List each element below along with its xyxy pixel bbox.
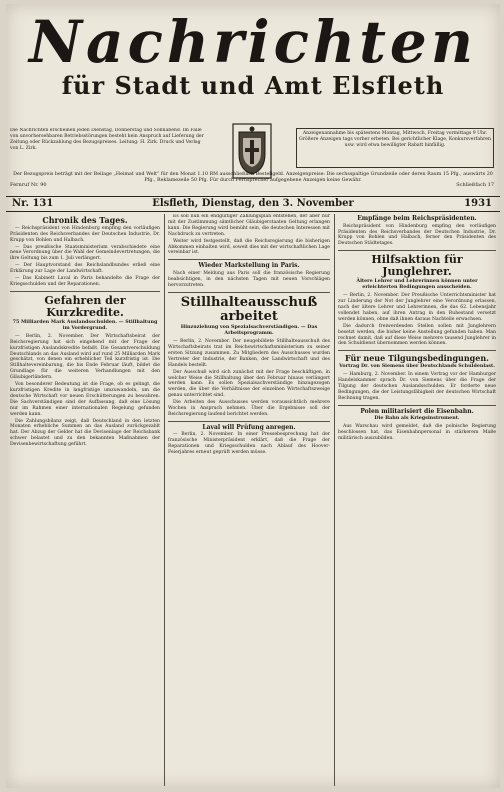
column-2 — [168, 214, 330, 786]
masthead — [6, 10, 500, 100]
paragraph: Weiter wird festgestellt, daß die Reichsregierung die bisherigen Abkommen einhalten wird, soweit dies mit der wirtschaftlichen Lage vereinbar ist. — [168, 238, 330, 256]
paragraph: Aus Warschau wird gemeldet, daß die polnische Regierung beschlossen hat, das Eisenbahnpersonal in stärkerem Maße militärisch auszubilden. — [338, 424, 496, 441]
paragraph: — Berlin, 2. November. In einer Pressebesprechung hat der französische Ministerpräsident erklärt, daß die Frage der Reparationen und Kriegsschulden nach Ablauf des Hoover-Feierjahres erneut geprüft werden müsse. — [168, 432, 330, 456]
paragraph: Die Zahlungsbilanz zeigt, daß Deutschland in den letzten Monaten erhebliche Summen an das Ausland zurückgezahlt hat. Der Abzug der Gelder hat die Devisenlage der Reichsbank schwer belastet und zu den bekannten Maßnahmen der Devisenbewirtschaftung geführt. — [10, 418, 160, 448]
divider — [338, 250, 496, 251]
section-heading: Chronik des Tages. — [42, 215, 128, 225]
article-subheading: Ältere Lehrer und Lehrerinnen können unter erleichterten Bedingungen ausscheiden. — [356, 278, 478, 291]
divider — [10, 291, 160, 292]
article-subheading: Vortrag Dr. von Siemens über Deutschlands Schuldenlast. — [339, 363, 495, 370]
article-subheading: 75 Milliarden Mark Auslandsschulden. — Stillhaltung im Vordergrund. — [12, 319, 158, 331]
article-headline: Stillhalteausschuß arbeitet — [180, 294, 318, 324]
newspaper-subtitle: für Stadt und Amt Elsfleth — [61, 71, 445, 100]
paragraph: — Berlin, 2. November. Der Wirtschaftsbeirat der Reichsregierung hat sich eingehend mit der Frage der kurzfristigen Auslandskredite befaßt. Die Gesamtverschuldung Deutschlands an das Ausland wird auf rund 25 Milliarden Mark geschätzt, von denen ein erheblicher Teil kurzfristig ist. Die Stillhaltevereinbarung, die bis Ende Februar läuft, bildet die Grundlage für die weiteren Verhandlungen mit den Gläubigerländern. — [10, 333, 160, 381]
paragraph: Die Arbeiten des Ausschusses werden voraussichtlich mehrere Wochen in Anspruch nehmen. Über die Ergebnisse soll der Reichsregierung laufend berichtet werden. — [168, 400, 330, 417]
paragraph: Es soll nun ein endgültiger Zahlungsplan entstehen, der aber nur mit der Zustimmung sämtlicher Gläubigerstaaten Geltung erlangen kann. Die Regierung wird bemüht sein, die deutschen Interessen mit Nachdruck zu vertreten. — [168, 214, 330, 237]
paragraph: Nach einer Meldung aus Paris soll die französische Regierung beabsichtigen, in den nächsten Tagen mit neuen Vorschlägen hervorzutreten. — [168, 270, 330, 288]
issue-date: Elsfleth, Dienstag, den 3. November — [152, 198, 354, 209]
article-headline: Wieder Markstellung in Paris. — [198, 262, 300, 270]
paragraph: — Berlin, 2. November. Der neugebildete Stillhalteausschuß des Wirtschaftsbeirats trat im Reichswirtschaftsministerium zu seiner ersten Sitzung zusammen. Zu Mitgliedern des Ausschusses wurden Vertreter der Industrie, der Banken, der Landwirtschaft und des Handels bestellt. — [168, 339, 330, 368]
column-1 — [10, 214, 160, 786]
article-headline: Gefahren der Kurzkredite. — [44, 293, 126, 319]
article-headline: Laval will Prüfung anregen. — [202, 423, 296, 431]
divider — [168, 292, 330, 293]
article-headline: Polen militarisiert die Eisenbahn. — [360, 407, 474, 415]
paragraph: Reichspräsident von Hindenburg empfing den vorläufigen Präsidenten des Reichsverbandes der Deutschen Industrie, Dr. Krupp von Bohlen und Halbach, ferner den Präsidenten des Deutschen Städtetages. — [338, 223, 496, 247]
article-headline: Für neue Tilgungsbedingungen. — [345, 353, 489, 364]
paragraph: — Hamburg, 2. November. In einem Vortrag vor der Hamburger Handelskammer sprach Dr. von Siemens über die Frage der Tilgung der deutschen Auslandsschulden. Er forderte neue Bedingungen, die der Leistungsfähigkeit der deutschen Wirtschaft Rechnung tragen. — [338, 372, 496, 401]
divider — [168, 259, 330, 260]
dateline-bar — [6, 196, 500, 212]
article-headline: Empfänge beim Reichspräsidenten. — [357, 215, 477, 222]
publication-info: Die Nachrichten erscheinen jeden Dienstag, Donnerstag und Sonnabend. Im Falle von unvorhersehbaren Betriebsstörungen besteht kein Anspruch auf Lieferung der Zeitung oder Rückzahlung des Bezugspreises. Leitung: H. Zirk. Druck und Verlag von L. Zirk. — [10, 128, 204, 151]
issue-year: 1931 — [464, 198, 492, 209]
phone-number: Fernruf Nr. 90 — [10, 182, 47, 188]
column-rule — [164, 214, 165, 786]
divider — [338, 405, 496, 406]
column-rule — [334, 214, 335, 786]
column-3 — [338, 214, 496, 786]
paragraph: — Der Hauptvorstand des Reichslandbundes erließ eine Erklärung zur Lage der Landwirtschaft. — [10, 263, 160, 275]
paragraph: Von besonderer Bedeutung ist die Frage, ob es gelingt, die kurzfristigen Kredite in langfristige umzuwandeln, um die deutsche Wirtschaft vor neuen Erschütterungen zu bewahren. Die Sachverständigen sind der Auffassung, daß eine Lösung nur im Rahmen einer internationalen Regelung gefunden werden kann. — [10, 382, 160, 417]
article-subheading: Hinzuziehung von Spezialsachverständigen. — Das Arbeitsprogramm. — [180, 324, 318, 337]
paragraph: Die dadurch freiwerdenden Stellen sollen mit Junglehrern besetzt werden, die bisher keine Anstellung gefunden haben. Man rechnet damit, daß auf diese Weise mehrere tausend Junglehrer in den Schuldienst übernommen werden können. — [338, 323, 496, 347]
advertising-info: Anzeigenannahme bis spätestens Montag, Mittwoch, Freitag vormittags 9 Uhr. Größere Anzeigen tags vorher erbeten. Bei gerichtlicher Klage, Konkursverfahren usw. wird etwa bewilligter Rabatt hinfällig. — [296, 128, 494, 168]
issue-number: Nr. 131 — [12, 198, 54, 209]
paragraph: — Das preußische Staatsministerium verabschiedete eine neue Verordnung über die Wahl der Gemeindevertretungen, die ihre Geltung bis zum 1. Juli verlängert. — [10, 244, 160, 262]
newspaper-page — [6, 4, 500, 788]
divider — [168, 421, 330, 422]
article-subheading: Die Bahn als Kriegsinstrument. — [374, 415, 460, 422]
divider — [338, 350, 496, 351]
paragraph: Der Ausschuß wird sich zunächst mit der Frage beschäftigen, in welcher Weise die Stillhaltung über den Februar hinaus verlängert werden kann. Es sollen Spezialsachverständige hinzugezogen werden, die über die Verhältnisse der einzelnen Wirtschaftszweige genau unterrichtet sind. — [168, 369, 330, 399]
paragraph: — Das Kabinett Laval in Paris behandelte die Frage der Kriegsschulden und der Reparationen. — [10, 276, 160, 287]
po-box: Schließfach 17 — [456, 182, 494, 188]
paragraph: — Berlin, 2. November. Der Preußische Unterrichtsminister hat zur Linderung der Not der Junglehrer eine Verordnung erlassen, nach der ältere Lehrer und Lehrerinnen, die das 62. Lebensjahr vollendet haben, auf ihren Antrag in den Ruhestand versetzt werden können, ohne daß ihnen daraus Nachteile erwachsen. — [338, 293, 496, 322]
article-headline: Hilfsaktion für Junglehrer. — [371, 253, 463, 279]
paragraph: — Reichspräsident von Hindenburg empfing den vorläufigen Präsidenten des Reichsverbandes der Deutschen Industrie, Dr. Krupp von Bohlen und Halbach. — [10, 225, 160, 243]
newspaper-title: Nachrichten — [28, 8, 478, 76]
subscription-price-info: Der Bezugspreis beträgt mit der Beilage „Heimat und Welt“ für den Monat 1.10 RM ausschließlich Bestellgeld. Anzeigenpreise: Die sechsspaltige Grundzeile oder deren Raum 15 Pfg., auswärts 20 Pfg., Reklamezeile 50 Pfg. Für durch Fernsprecher aufgegebene Anzeigen keine Gewähr. — [13, 172, 493, 183]
